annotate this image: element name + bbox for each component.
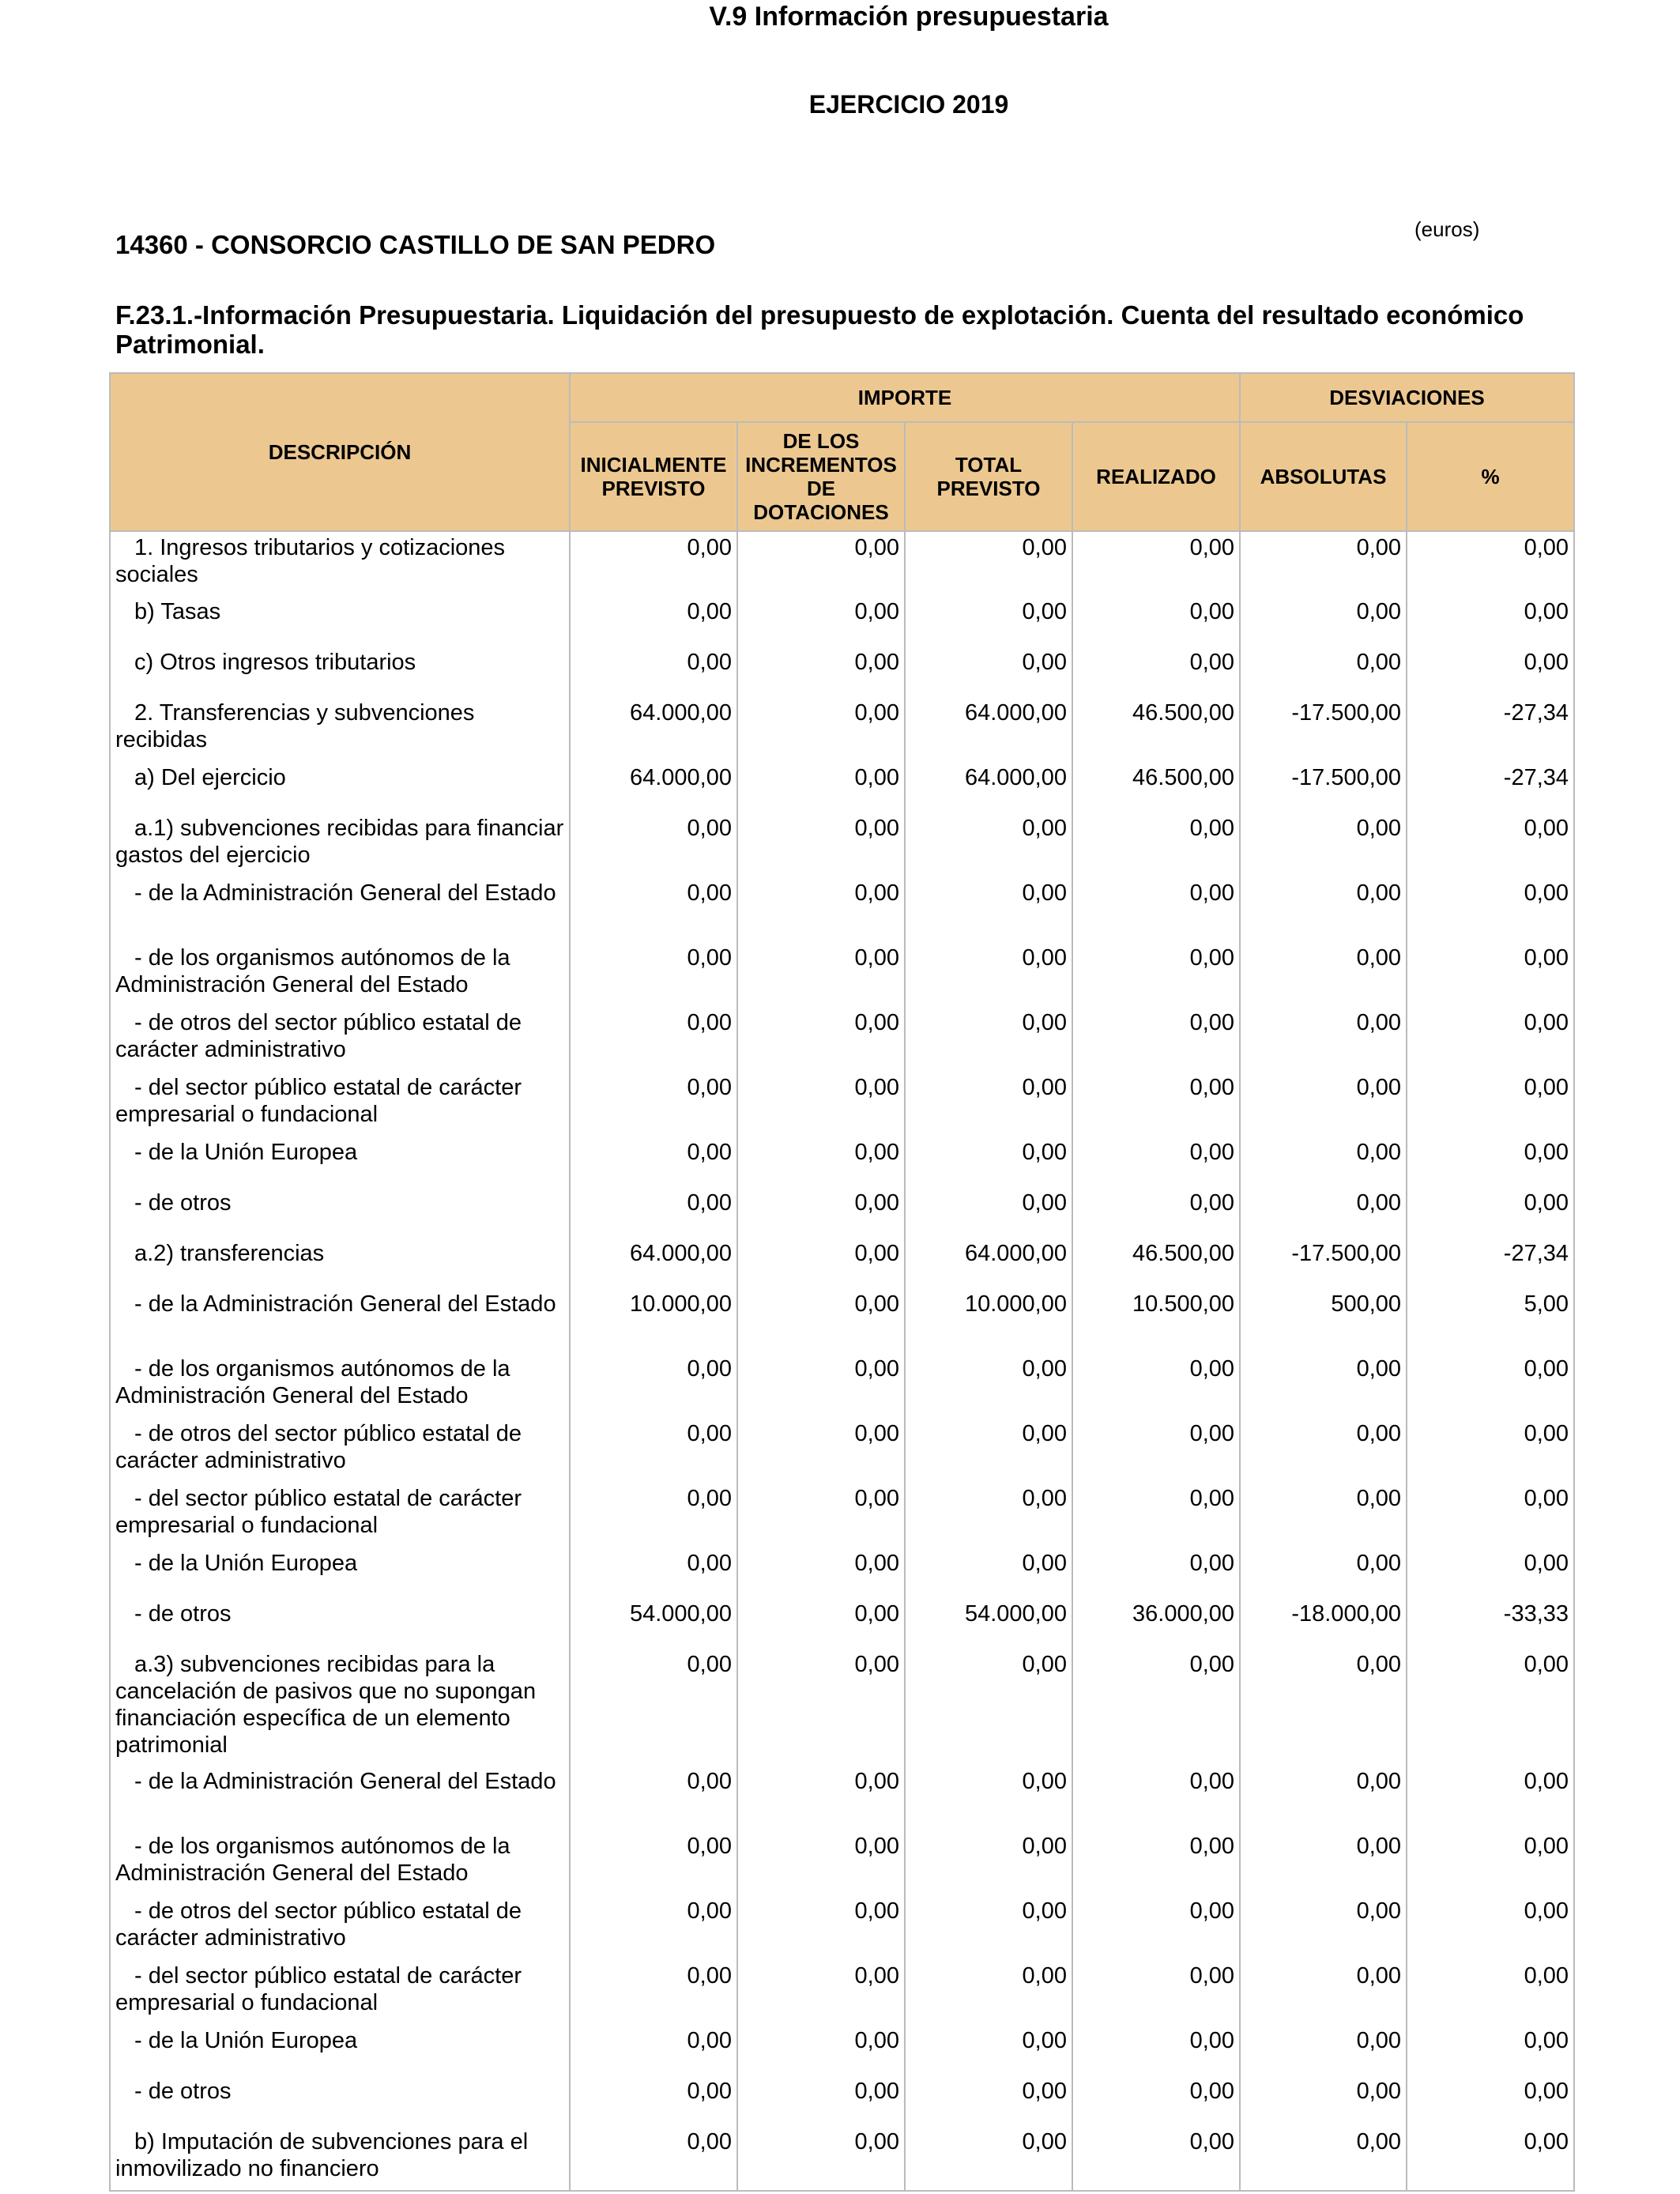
cell-total-previsto: 0,00 xyxy=(905,2025,1072,2075)
cell-porcentaje: 0,00 xyxy=(1407,1766,1574,1830)
table-row xyxy=(110,1418,1574,1483)
header-inicialmente-previsto: INICIALMENTE PREVISTO xyxy=(570,422,737,531)
cell-incrementos: 0,00 xyxy=(737,1072,905,1137)
row-description: - del sector público estatal de carácter empresarial o fundacional xyxy=(115,1963,522,2015)
table-row xyxy=(110,1766,1574,1830)
cell-total-previsto: 0,00 xyxy=(905,1187,1072,1238)
cell-realizado: 0,00 xyxy=(1072,1187,1240,1238)
cell-incrementos: 0,00 xyxy=(737,2025,905,2075)
cell-total-previsto: 0,00 xyxy=(905,531,1072,596)
row-description: - de la Unión Europea xyxy=(134,1140,358,1165)
cell-absolutas: 0,00 xyxy=(1240,877,1407,942)
cell-incrementos: 0,00 xyxy=(737,647,905,697)
cell-total-previsto: 0,00 xyxy=(905,2075,1072,2126)
row-description: a.1) subvenciones recibidas para financiar gastos del ejercicio xyxy=(115,816,564,868)
cell-realizado: 46.500,00 xyxy=(1072,697,1240,762)
cell-porcentaje: 0,00 xyxy=(1407,2126,1574,2191)
row-description: - del sector público estatal de carácter empresarial o fundacional xyxy=(115,1075,522,1127)
cell-porcentaje: 0,00 xyxy=(1407,1830,1574,1895)
cell-absolutas: 0,00 xyxy=(1240,1960,1407,2025)
table-row xyxy=(110,1238,1574,1288)
cell-total-previsto: 0,00 xyxy=(905,1766,1072,1830)
cell-realizado: 0,00 xyxy=(1072,2025,1240,2075)
row-description: - de otros xyxy=(134,1190,232,1216)
cell-total-previsto: 0,00 xyxy=(905,647,1072,697)
cell-absolutas: -18.000,00 xyxy=(1240,1598,1407,1649)
cell-realizado: 0,00 xyxy=(1072,1137,1240,1187)
cell-inicialmente-previsto: 0,00 xyxy=(570,877,737,942)
cell-total-previsto: 0,00 xyxy=(905,1007,1072,1072)
cell-porcentaje: 0,00 xyxy=(1407,2075,1574,2126)
table-row xyxy=(110,1288,1574,1353)
cell-total-previsto: 0,00 xyxy=(905,2126,1072,2191)
currency-unit: (euros) xyxy=(1414,217,1480,241)
budget-table-body xyxy=(110,531,1574,2191)
cell-realizado: 0,00 xyxy=(1072,1960,1240,2025)
cell-total-previsto: 0,00 xyxy=(905,1483,1072,1547)
cell-realizado: 0,00 xyxy=(1072,877,1240,942)
cell-porcentaje: 0,00 xyxy=(1407,877,1574,942)
table-row xyxy=(110,2075,1574,2126)
cell-total-previsto: 0,00 xyxy=(905,812,1072,877)
cell-absolutas: 0,00 xyxy=(1240,2025,1407,2075)
cell-realizado: 0,00 xyxy=(1072,1649,1240,1766)
cell-realizado: 0,00 xyxy=(1072,1483,1240,1547)
cell-incrementos: 0,00 xyxy=(737,697,905,762)
table-row xyxy=(110,1649,1574,1766)
budget-table xyxy=(109,372,1575,2192)
cell-porcentaje: 0,00 xyxy=(1407,1547,1574,1598)
cell-absolutas: 0,00 xyxy=(1240,647,1407,697)
cell-porcentaje: 0,00 xyxy=(1407,1418,1574,1483)
cell-absolutas: 0,00 xyxy=(1240,2075,1407,2126)
cell-porcentaje: 0,00 xyxy=(1407,1072,1574,1137)
cell-porcentaje: 0,00 xyxy=(1407,1895,1574,1960)
cell-porcentaje: 0,00 xyxy=(1407,1007,1574,1072)
cell-total-previsto: 0,00 xyxy=(905,877,1072,942)
cell-porcentaje: 0,00 xyxy=(1407,1137,1574,1187)
cell-total-previsto: 54.000,00 xyxy=(905,1598,1072,1649)
cell-incrementos: 0,00 xyxy=(737,762,905,812)
cell-realizado: 0,00 xyxy=(1072,1830,1240,1895)
table-row xyxy=(110,1072,1574,1137)
row-description: a.2) transferencias xyxy=(134,1241,325,1266)
cell-total-previsto: 0,00 xyxy=(905,1547,1072,1598)
cell-incrementos: 0,00 xyxy=(737,1418,905,1483)
cell-total-previsto: 64.000,00 xyxy=(905,762,1072,812)
cell-total-previsto: 0,00 xyxy=(905,1830,1072,1895)
cell-inicialmente-previsto: 0,00 xyxy=(570,812,737,877)
cell-realizado: 0,00 xyxy=(1072,1547,1240,1598)
cell-inicialmente-previsto: 0,00 xyxy=(570,1353,737,1418)
cell-porcentaje: 0,00 xyxy=(1407,812,1574,877)
entity-name: 14360 - CONSORCIO CASTILLO DE SAN PEDRO xyxy=(115,230,716,259)
cell-inicialmente-previsto: 0,00 xyxy=(570,2075,737,2126)
row-description: - de los organismos autónomos de la Administración General del Estado xyxy=(115,1834,510,1886)
cell-inicialmente-previsto: 0,00 xyxy=(570,1649,737,1766)
cell-incrementos: 0,00 xyxy=(737,877,905,942)
cell-incrementos: 0,00 xyxy=(737,1353,905,1418)
cell-porcentaje: 0,00 xyxy=(1407,1960,1574,2025)
cell-absolutas: 0,00 xyxy=(1240,1137,1407,1187)
cell-inicialmente-previsto: 64.000,00 xyxy=(570,1238,737,1288)
cell-inicialmente-previsto: 0,00 xyxy=(570,1547,737,1598)
form-title: F.23.1.-Información Presupuestaria. Liquidación del presupuesto de explotación. Cuenta del resultado económico Patrimonial. xyxy=(115,300,1524,359)
table-row xyxy=(110,1483,1574,1547)
cell-incrementos: 0,00 xyxy=(737,1288,905,1353)
cell-porcentaje: 5,00 xyxy=(1407,1288,1574,1353)
cell-porcentaje: 0,00 xyxy=(1407,2025,1574,2075)
cell-total-previsto: 10.000,00 xyxy=(905,1288,1072,1353)
cell-inicialmente-previsto: 0,00 xyxy=(570,1895,737,1960)
header-incrementos: DE LOS INCREMENTOS DE DOTACIONES xyxy=(737,422,905,531)
cell-total-previsto: 0,00 xyxy=(905,1418,1072,1483)
row-description: - de otros del sector público estatal de carácter administrativo xyxy=(115,1010,522,1062)
cell-incrementos: 0,00 xyxy=(737,942,905,1007)
cell-incrementos: 0,00 xyxy=(737,596,905,647)
cell-total-previsto: 0,00 xyxy=(905,596,1072,647)
cell-total-previsto: 0,00 xyxy=(905,1649,1072,1766)
table-row xyxy=(110,762,1574,812)
cell-inicialmente-previsto: 0,00 xyxy=(570,942,737,1007)
cell-realizado: 0,00 xyxy=(1072,812,1240,877)
cell-absolutas: 0,00 xyxy=(1240,1895,1407,1960)
cell-total-previsto: 0,00 xyxy=(905,1960,1072,2025)
row-description: - de la Unión Europea xyxy=(134,1551,358,1576)
cell-absolutas: 0,00 xyxy=(1240,1547,1407,1598)
header-absolutas: ABSOLUTAS xyxy=(1240,422,1407,531)
cell-porcentaje: -33,33 xyxy=(1407,1598,1574,1649)
row-description: - de otros del sector público estatal de carácter administrativo xyxy=(115,1898,522,1951)
row-description: 1. Ingresos tributarios y cotizaciones sociales xyxy=(115,535,506,587)
cell-porcentaje: 0,00 xyxy=(1407,942,1574,1007)
cell-porcentaje: 0,00 xyxy=(1407,1353,1574,1418)
cell-inicialmente-previsto: 54.000,00 xyxy=(570,1598,737,1649)
cell-total-previsto: 0,00 xyxy=(905,1895,1072,1960)
cell-porcentaje: 0,00 xyxy=(1407,1483,1574,1547)
cell-inicialmente-previsto: 0,00 xyxy=(570,2126,737,2191)
table-row xyxy=(110,2025,1574,2075)
cell-inicialmente-previsto: 64.000,00 xyxy=(570,697,737,762)
cell-porcentaje: 0,00 xyxy=(1407,1649,1574,1766)
cell-incrementos: 0,00 xyxy=(737,1895,905,1960)
cell-absolutas: -17.500,00 xyxy=(1240,762,1407,812)
cell-absolutas: 500,00 xyxy=(1240,1288,1407,1353)
cell-realizado: 0,00 xyxy=(1072,1766,1240,1830)
cell-realizado: 46.500,00 xyxy=(1072,1238,1240,1288)
cell-incrementos: 0,00 xyxy=(737,2126,905,2191)
table-row xyxy=(110,1830,1574,1895)
cell-absolutas: 0,00 xyxy=(1240,1766,1407,1830)
cell-inicialmente-previsto: 0,00 xyxy=(570,1830,737,1895)
cell-absolutas: 0,00 xyxy=(1240,1418,1407,1483)
cell-incrementos: 0,00 xyxy=(737,1187,905,1238)
cell-realizado: 0,00 xyxy=(1072,531,1240,596)
row-description: - de la Administración General del Estado xyxy=(134,880,556,906)
cell-realizado: 0,00 xyxy=(1072,1895,1240,1960)
cell-realizado: 0,00 xyxy=(1072,1007,1240,1072)
row-description: b) Tasas xyxy=(134,599,221,624)
cell-realizado: 0,00 xyxy=(1072,2126,1240,2191)
cell-absolutas: 0,00 xyxy=(1240,1830,1407,1895)
row-description: - de otros del sector público estatal de carácter administrativo xyxy=(115,1421,522,1473)
table-row xyxy=(110,877,1574,942)
cell-incrementos: 0,00 xyxy=(737,1649,905,1766)
cell-absolutas: 0,00 xyxy=(1240,1007,1407,1072)
cell-absolutas: 0,00 xyxy=(1240,1649,1407,1766)
row-description: - de otros xyxy=(134,1601,232,1627)
cell-absolutas: 0,00 xyxy=(1240,2126,1407,2191)
table-row xyxy=(110,1187,1574,1238)
cell-total-previsto: 64.000,00 xyxy=(905,697,1072,762)
table-row xyxy=(110,647,1574,697)
row-description: - de los organismos autónomos de la Administración General del Estado xyxy=(115,945,510,997)
row-description: a) Del ejercicio xyxy=(134,765,286,790)
row-description: b) Imputación de subvenciones para el inmovilizado no financiero xyxy=(115,2129,529,2181)
table-row xyxy=(110,1137,1574,1187)
cell-incrementos: 0,00 xyxy=(737,2075,905,2126)
table-row xyxy=(110,1353,1574,1418)
cell-inicialmente-previsto: 0,00 xyxy=(570,647,737,697)
cell-total-previsto: 64.000,00 xyxy=(905,1238,1072,1288)
table-row xyxy=(110,1960,1574,2025)
cell-inicialmente-previsto: 0,00 xyxy=(570,1766,737,1830)
cell-incrementos: 0,00 xyxy=(737,531,905,596)
cell-realizado: 0,00 xyxy=(1072,942,1240,1007)
row-description: 2. Transferencias y subvenciones recibidas xyxy=(115,700,475,752)
cell-inicialmente-previsto: 0,00 xyxy=(570,596,737,647)
row-description: - del sector público estatal de carácter empresarial o fundacional xyxy=(115,1486,522,1538)
cell-porcentaje: 0,00 xyxy=(1407,596,1574,647)
cell-realizado: 10.500,00 xyxy=(1072,1288,1240,1353)
header-desviaciones: DESVIACIONES xyxy=(1240,373,1574,422)
cell-absolutas: 0,00 xyxy=(1240,1072,1407,1137)
cell-absolutas: 0,00 xyxy=(1240,596,1407,647)
cell-realizado: 46.500,00 xyxy=(1072,762,1240,812)
header-total-previsto: TOTAL PREVISTO xyxy=(905,422,1072,531)
cell-incrementos: 0,00 xyxy=(737,812,905,877)
header-realizado: REALIZADO xyxy=(1072,422,1240,531)
cell-incrementos: 0,00 xyxy=(737,1547,905,1598)
cell-incrementos: 0,00 xyxy=(737,1137,905,1187)
cell-absolutas: 0,00 xyxy=(1240,1353,1407,1418)
cell-porcentaje: 0,00 xyxy=(1407,531,1574,596)
table-row xyxy=(110,1007,1574,1072)
header-porcentaje: % xyxy=(1407,422,1574,531)
cell-incrementos: 0,00 xyxy=(737,1598,905,1649)
table-row xyxy=(110,697,1574,762)
cell-inicialmente-previsto: 0,00 xyxy=(570,2025,737,2075)
cell-incrementos: 0,00 xyxy=(737,1238,905,1288)
row-description: a.3) subvenciones recibidas para la cancelación de pasivos que no supongan financiación específica de un elemento patrimonial xyxy=(115,1652,537,1758)
cell-absolutas: 0,00 xyxy=(1240,942,1407,1007)
cell-absolutas: -17.500,00 xyxy=(1240,697,1407,762)
table-row xyxy=(110,942,1574,1007)
cell-realizado: 0,00 xyxy=(1072,596,1240,647)
cell-realizado: 36.000,00 xyxy=(1072,1598,1240,1649)
cell-porcentaje: 0,00 xyxy=(1407,647,1574,697)
cell-absolutas: 0,00 xyxy=(1240,1483,1407,1547)
cell-inicialmente-previsto: 0,00 xyxy=(570,1418,737,1483)
row-description: - de los organismos autónomos de la Administración General del Estado xyxy=(115,1356,510,1408)
section-title: V.9 Información presupuestaria xyxy=(709,2,1109,32)
header-descripcion: DESCRIPCIÓN xyxy=(110,373,570,531)
cell-incrementos: 0,00 xyxy=(737,1007,905,1072)
table-row xyxy=(110,1895,1574,1960)
cell-realizado: 0,00 xyxy=(1072,1353,1240,1418)
cell-porcentaje: -27,34 xyxy=(1407,762,1574,812)
cell-porcentaje: -27,34 xyxy=(1407,697,1574,762)
cell-absolutas: -17.500,00 xyxy=(1240,1238,1407,1288)
cell-inicialmente-previsto: 0,00 xyxy=(570,1483,737,1547)
cell-inicialmente-previsto: 0,00 xyxy=(570,1072,737,1137)
cell-inicialmente-previsto: 0,00 xyxy=(570,1960,737,2025)
row-description: c) Otros ingresos tributarios xyxy=(134,650,416,675)
header-importe: IMPORTE xyxy=(570,373,1240,422)
row-description: - de la Administración General del Estado xyxy=(134,1769,556,1794)
cell-porcentaje: 0,00 xyxy=(1407,1187,1574,1238)
cell-inicialmente-previsto: 64.000,00 xyxy=(570,762,737,812)
row-description: - de la Administración General del Estado xyxy=(134,1291,556,1317)
cell-inicialmente-previsto: 0,00 xyxy=(570,1137,737,1187)
table-row xyxy=(110,2126,1574,2191)
cell-realizado: 0,00 xyxy=(1072,1418,1240,1483)
cell-realizado: 0,00 xyxy=(1072,2075,1240,2126)
cell-porcentaje: -27,34 xyxy=(1407,1238,1574,1288)
cell-inicialmente-previsto: 10.000,00 xyxy=(570,1288,737,1353)
cell-incrementos: 0,00 xyxy=(737,1483,905,1547)
cell-inicialmente-previsto: 0,00 xyxy=(570,531,737,596)
cell-total-previsto: 0,00 xyxy=(905,1353,1072,1418)
cell-inicialmente-previsto: 0,00 xyxy=(570,1187,737,1238)
cell-incrementos: 0,00 xyxy=(737,1960,905,2025)
cell-total-previsto: 0,00 xyxy=(905,942,1072,1007)
cell-absolutas: 0,00 xyxy=(1240,812,1407,877)
table-row xyxy=(110,1547,1574,1598)
cell-total-previsto: 0,00 xyxy=(905,1072,1072,1137)
fiscal-year-heading: EJERCICIO 2019 xyxy=(808,90,1009,119)
table-row xyxy=(110,812,1574,877)
cell-total-previsto: 0,00 xyxy=(905,1137,1072,1187)
row-description: - de otros xyxy=(134,2079,232,2104)
cell-realizado: 0,00 xyxy=(1072,647,1240,697)
cell-inicialmente-previsto: 0,00 xyxy=(570,1007,737,1072)
cell-incrementos: 0,00 xyxy=(737,1830,905,1895)
row-description: - de la Unión Europea xyxy=(134,2028,358,2053)
table-row xyxy=(110,1598,1574,1649)
table-row xyxy=(110,596,1574,647)
cell-incrementos: 0,00 xyxy=(737,1766,905,1830)
cell-realizado: 0,00 xyxy=(1072,1072,1240,1137)
cell-absolutas: 0,00 xyxy=(1240,1187,1407,1238)
table-row xyxy=(110,531,1574,596)
cell-absolutas: 0,00 xyxy=(1240,531,1407,596)
